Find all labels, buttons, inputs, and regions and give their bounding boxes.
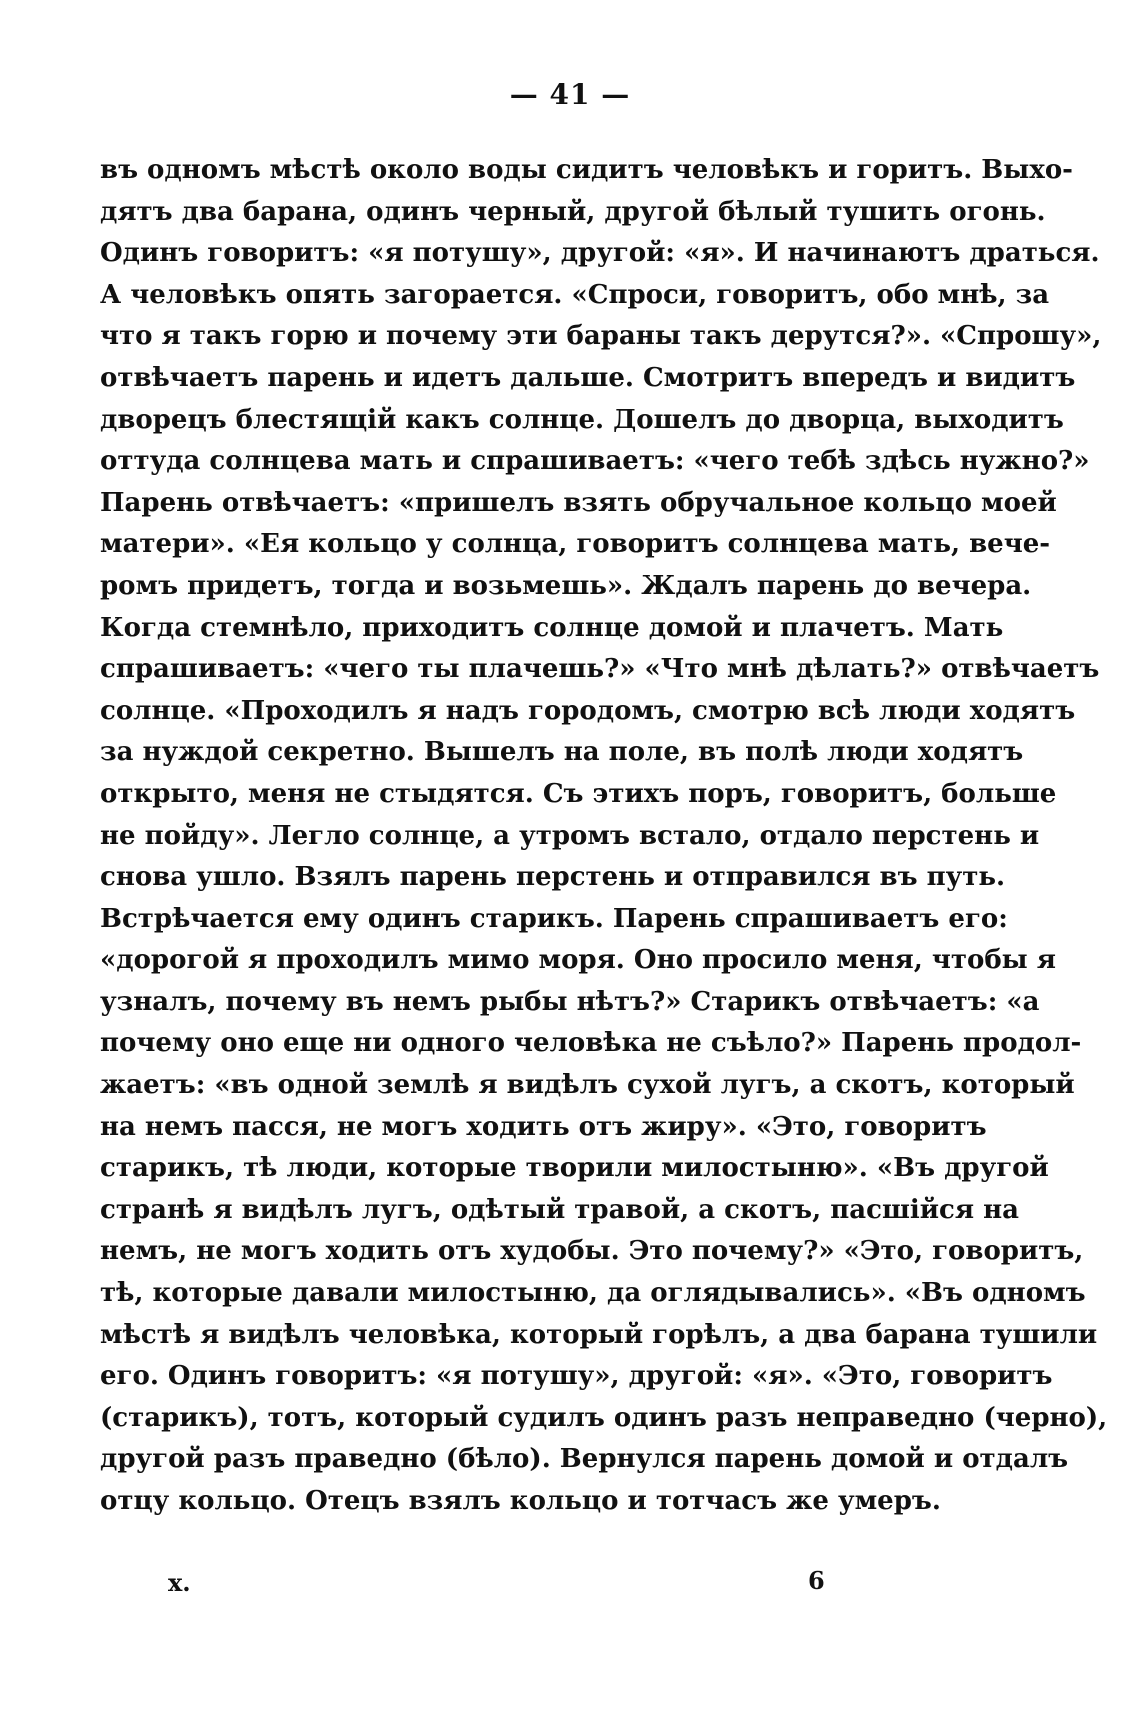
text-line: странѣ я видѣлъ лугъ, одѣтый травой, а скотъ, пасшійся на [100,1194,1020,1225]
text-line: другой разъ праведно (бѣло). Вернулся парень домой и отдалъ [100,1444,1069,1475]
text-line: А человѣкъ опять загорается. «Спроси, говоритъ, обо мнѣ, за [100,279,1050,310]
text-line: оттуда солнцева мать и спрашиваетъ: «чего тебѣ здѣсь нужно?» [100,446,1090,477]
text-line: за нуждой секретно. Вышелъ на поле, въ полѣ люди ходятъ [100,737,1024,768]
text-line: «дорогой я проходилъ мимо моря. Оно просило меня, чтобы я [100,945,1056,976]
text-line: жаетъ: «въ одной землѣ я видѣлъ сухой лугъ, а скотъ, который [100,1070,1075,1101]
body-text [100,150,1108,1523]
text-line: мѣстѣ я видѣлъ человѣка, который горѣлъ, а два барана тушили [100,1319,1098,1350]
text-line: что я такъ горю и почему эти бараны такъ дерутся?». «Спрошу», [100,321,1102,352]
text-line: въ одномъ мѣстѣ около воды сидитъ человѣкъ и горитъ. Выхо- [100,155,1073,185]
text-line: дятъ два барана, одинъ черный, другой бѣлый тушить огонь. [100,196,1046,227]
text-line: Парень отвѣчаетъ: «пришелъ взять обручальное кольцо моей [100,487,1057,518]
text-line: матери». «Ея кольцо у солнца, говоритъ солнцева мать, вече- [100,529,1051,560]
text-line: тѣ, которые давали милостыню, да оглядывались». «Въ одномъ [100,1278,1086,1309]
text-line: почему оно еще ни одного человѣка не съѣло?» Парень продол- [100,1028,1082,1059]
page-number: — 41 — [509,78,631,111]
text-line: открыто, меня не стыдятся. Съ этихъ поръ, говоритъ, больше [100,778,1057,809]
text-line: на немъ пасся, не могъ ходить отъ жиру». «Это, говоритъ [100,1111,987,1142]
text-line: узналъ, почему въ немъ рыбы нѣтъ?» Старикъ отвѣчаетъ: «а [100,986,1040,1017]
text-line: спрашиваетъ: «чего ты плачешь?» «Что мнѣ дѣлать?» отвѣчаетъ [100,654,1100,685]
text-line: ромъ придетъ, тогда и возьмешь». Ждалъ парень до вечера. [100,570,1032,601]
text-line: (старикъ), тотъ, который судилъ одинъ разъ неправедно (черно), [100,1402,1108,1433]
text-line: не пойду». Легло солнце, а утромъ встало, отдало перстень и [100,820,1040,851]
text-line: его. Одинъ говоритъ: «я потушу», другой: «я». «Это, говоритъ [100,1361,1053,1392]
text-line: дворецъ блестящій какъ солнце. Дошелъ до дворца, выходитъ [100,404,1064,435]
text-line: снова ушло. Взялъ парень перстень и отправился въ путь. [100,862,1006,893]
text-line: Когда стемнѣло, приходитъ солнце домой и плачетъ. Мать [100,612,1004,643]
footer-signature: x. [168,1568,191,1597]
text-line: старикъ, тѣ люди, которые творили милостыню». «Въ другой [100,1153,1049,1184]
text-line: отцу кольцо. Отецъ взялъ кольцо и тотчасъ же умеръ. [100,1486,941,1516]
text-line: отвѣчаетъ парень и идетъ дальше. Смотритъ впередъ и видитъ [100,362,1076,393]
text-line: немъ, не могъ ходить отъ худобы. Это почему?» «Это, говоритъ, [100,1236,1084,1267]
text-line: Встрѣчается ему одинъ старикъ. Парень спрашиваетъ его: [100,903,1008,934]
footer-sheet-number: 6 [808,1566,825,1595]
text-line: Одинъ говоритъ: «я потушу», другой: «я». И начинаютъ драться. [100,238,1100,269]
text-line: солнце. «Проходилъ я надъ городомъ, смотрю всѣ люди ходятъ [100,695,1076,726]
